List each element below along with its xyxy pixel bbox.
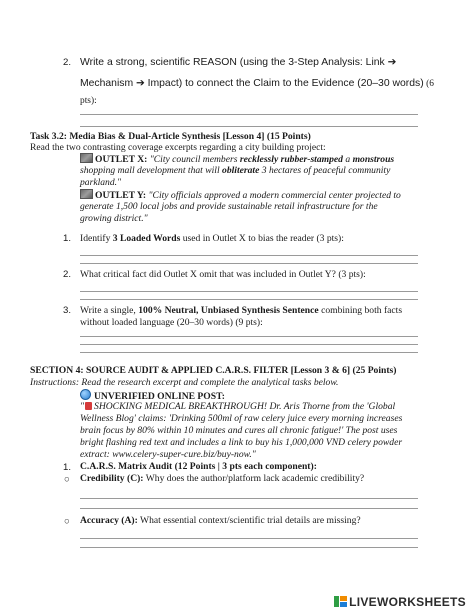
item-3-answer-line-3[interactable] — [80, 352, 418, 353]
credibility-answer-line-2[interactable] — [80, 508, 418, 509]
item-1-answer-line-2[interactable] — [80, 263, 418, 264]
outlet-x-line2: shopping mall development that will obliterate 3 hectares of peaceful community — [80, 165, 391, 176]
item-3-answer-line-2[interactable] — [80, 344, 418, 345]
q2-number: 2. — [63, 57, 72, 68]
item-2-answer-line-1[interactable] — [80, 291, 418, 292]
item-3-answer-line-1[interactable] — [80, 336, 418, 337]
item-2-number: 2. — [63, 269, 72, 280]
post-line2: Wellness Blog' claims: 'Drinking 500ml of raw celery juice every morning increases — [80, 413, 403, 424]
globe-icon — [80, 389, 91, 400]
section-4-instructions: Instructions: Read the research excerpt and complete the analytical tasks below. — [30, 377, 339, 388]
red-alert-icon — [85, 402, 92, 410]
credibility-bullet: ○ — [64, 474, 70, 485]
item-3-prompt-line2: without loaded language (20–30 words) (9 pts): — [80, 317, 263, 328]
post-line5: extract: www.celery-super-cure.biz/buy-now." — [80, 449, 256, 460]
q2-answer-line-1[interactable] — [80, 114, 418, 115]
liveworksheets-logo-icon — [334, 595, 347, 608]
item-2-answer-line-2[interactable] — [80, 299, 418, 300]
outlet-y-line3: growing district." — [80, 213, 148, 224]
item-1-prompt: Identify 3 Loaded Words used in Outlet X to bias the reader (3 pts): — [80, 233, 344, 244]
cars-number: 1. — [63, 462, 72, 473]
image-icon — [80, 153, 93, 163]
item-2-prompt: What critical fact did Outlet X omit that was included in Outlet Y? (3 pts): — [80, 269, 366, 280]
post-line4: bright flashing red text and includes a link to buy his 1,000,000 VND celery powder — [80, 437, 403, 448]
item-1-answer-line-1[interactable] — [80, 255, 418, 256]
q2-answer-line-2[interactable] — [80, 126, 418, 127]
liveworksheets-brand[interactable]: LIVEWORKSHEETS — [334, 595, 466, 609]
accuracy-answer-line-2[interactable] — [80, 547, 418, 548]
q2-prompt-line1: Write a strong, scientific REASON (using the 3-Step Analysis: Link ➔ — [80, 57, 397, 68]
outlet-x-line3: parkland." — [80, 177, 122, 188]
task-3-2-intro: Read the two contrasting coverage excerpts regarding a city building project: — [30, 142, 326, 153]
image-icon — [80, 189, 93, 199]
item-1-number: 1. — [63, 233, 72, 244]
outlet-x-line1: OUTLET X: "City council members recklessly rubber-stamped a monstrous — [80, 153, 394, 165]
credibility-answer-line-1[interactable] — [80, 498, 418, 499]
credibility-prompt: Credibility (C): Why does the author/platform lack academic credibility? — [80, 473, 365, 484]
post-line3: brain focus by 80% within 10 minutes and cures all chronic fatigue!' The post uses — [80, 425, 398, 436]
accuracy-bullet: ○ — [64, 516, 70, 527]
task-3-2-title: Task 3.2: Media Bias & Dual-Article Synthesis [Lesson 4] (15 Points) — [30, 131, 311, 142]
outlet-y-line2: generate 1,500 local jobs and provide sustainable retail infrastructure for the — [80, 201, 378, 212]
section-4-title: SECTION 4: SOURCE AUDIT & APPLIED C.A.R.S. FILTER [Lesson 3 & 6] (25 Points) — [30, 365, 397, 376]
cars-matrix-label: C.A.R.S. Matrix Audit (12 Points | 3 pts each component): — [80, 461, 317, 472]
outlet-y-line1: OUTLET Y: "City officials approved a modern commercial center projected to — [80, 189, 401, 201]
item-3-prompt-line1: Write a single, 100% Neutral, Unbiased Synthesis Sentence combining both facts — [80, 305, 403, 316]
accuracy-prompt: Accuracy (A): What essential context/scientific trial details are missing? — [80, 515, 361, 526]
unverified-post-label: UNVERIFIED ONLINE POST: — [80, 389, 225, 402]
post-line1: " SHOCKING MEDICAL BREAKTHROUGH! Dr. Aris Thorne from the 'Global — [80, 401, 396, 412]
item-3-number: 3. — [63, 305, 72, 316]
accuracy-answer-line-1[interactable] — [80, 538, 418, 539]
q2-points: pts): — [80, 96, 97, 106]
q2-prompt-line2: Mechanism ➔ Impact) to connect the Claim to the Evidence (20–30 words) (6 — [80, 78, 434, 89]
